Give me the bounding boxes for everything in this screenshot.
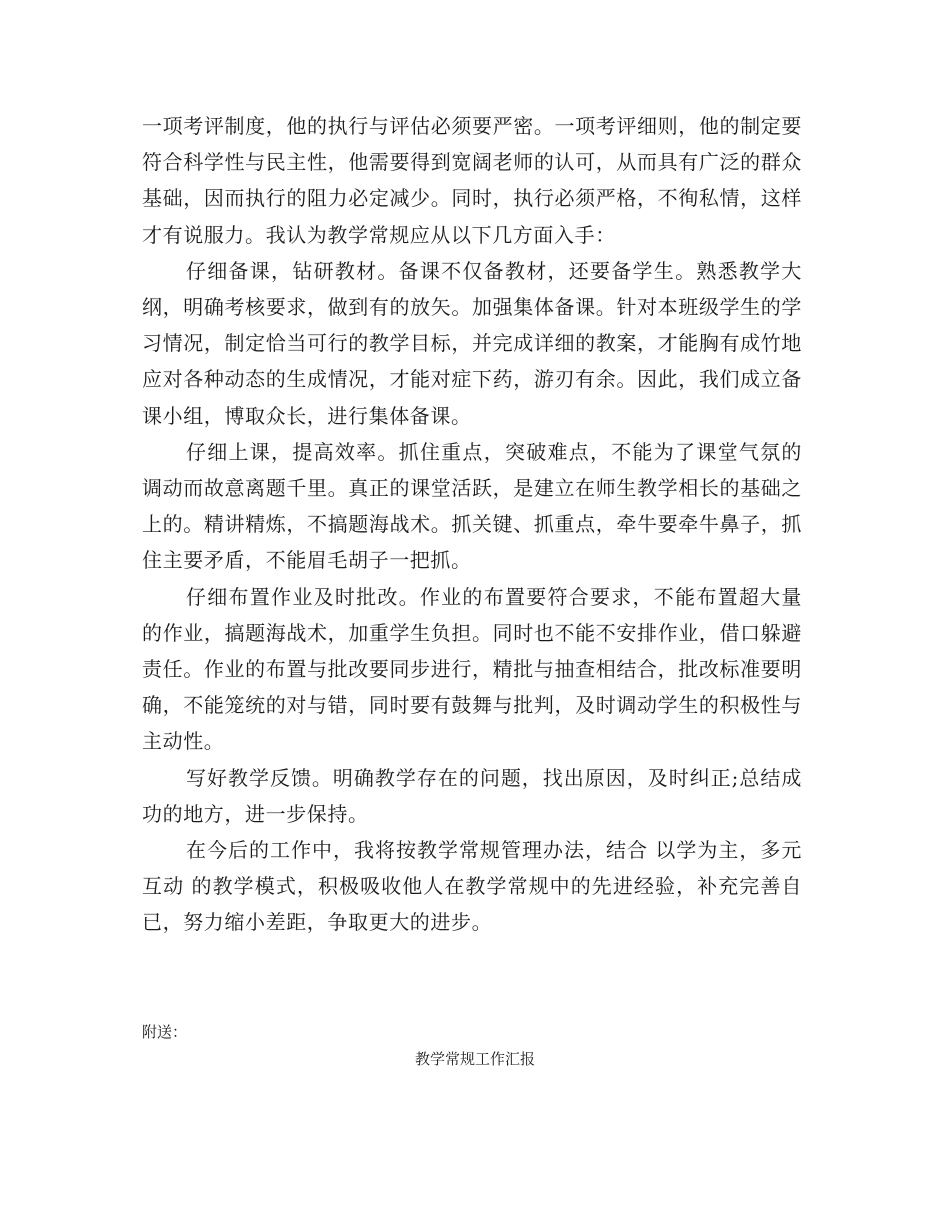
body-text bbox=[142, 108, 802, 941]
paragraph-conclusion: 在今后的工作中，我将按教学常规管理办法，结合 以学为主，多元互动 的教学模式，积极吸收他人在教学常规中的先进经验，补充完善自已，努力缩小差距，争取更大的进步。 bbox=[142, 838, 802, 935]
appendix-label: 附送： bbox=[142, 1023, 188, 1041]
paragraph-teaching: 仔细上课，提高效率。抓住重点，突破难点，不能为了课堂气氛的调动而故意离题千里。真正的课堂活跃，是建立在师生教学相长的基础之上的。精讲精炼，不搞题海战术。抓关键、抓重点，牵牛要牵牛鼻子，抓住主要矛盾，不能眉毛胡子一把抓。 bbox=[142, 439, 802, 573]
paragraph-feedback: 写好教学反馈。明确教学存在的问题，找出原因，及时纠正;总结成功的地方，进一步保持。 bbox=[142, 765, 802, 826]
paragraph-intro: 一项考评制度，他的执行与评估必须要严密。一项考评细则，他的制定要符合科学性与民主性，他需要得到宽阔老师的认可，从而具有广泛的群众基础，因而执行的阻力必定减少。同时，执行必须严格，不徇私情，这样才有说服力。我认为教学常规应从以下几方面入手： bbox=[142, 114, 802, 247]
appendix-title: 教学常规工作汇报 bbox=[414, 1050, 535, 1068]
paragraph-lesson-prep: 仔细备课，钻研教材。备课不仅备教材，还要备学生。熟悉教学大纲，明确考核要求，做到有的放矢。加强集体备课。针对本班级学生的学习情况，制定恰当可行的教学目标，并完成详细的教案，才能胸有成竹地应对各种动态的生成情况，才能对症下药，游刃有余。因此，我们成立备课小组，博取众长，进行集体备课。 bbox=[142, 258, 802, 428]
paragraph-homework: 仔细布置作业及时批改。作业的布置要符合要求，不能布置超大量的作业，搞题海战术，加重学生负担。同时也不能不安排作业，借口躲避责任。作业的布置与批改要同步进行，精批与抽查相结合，批改标准要明确，不能笼统的对与错，同时要有鼓舞与批判，及时调动学生的积极性与主动性。 bbox=[142, 584, 802, 754]
